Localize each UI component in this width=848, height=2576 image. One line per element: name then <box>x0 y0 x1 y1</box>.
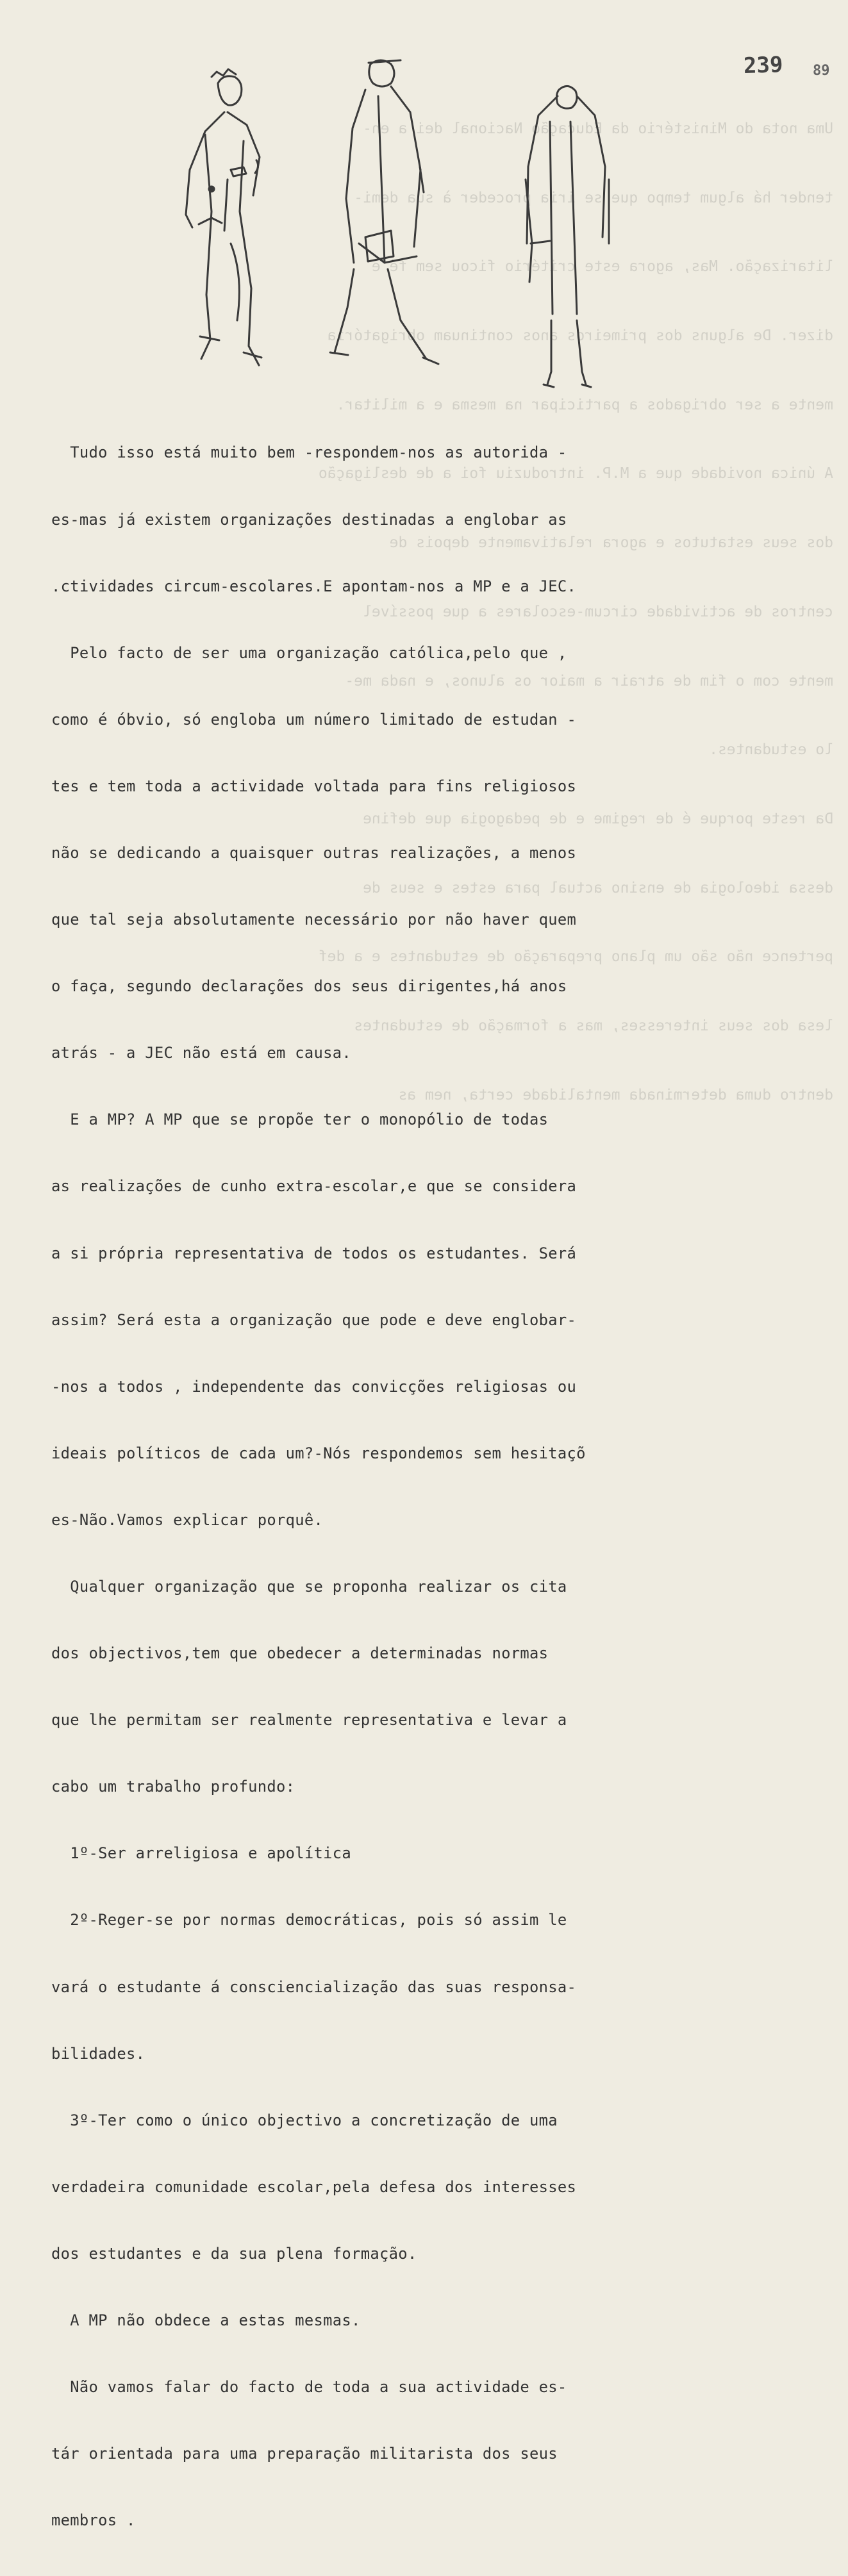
text-line: 3º-Ter como o único objectivo a concretização de uma <box>51 2111 558 2129</box>
bleed-line: litarização. Mas, agora este critério ficou sem fé e <box>371 258 833 276</box>
bleed-line: Da reste porque é de regime e de pedagogia que define <box>363 810 833 827</box>
text-line: tár orientada para uma preparação militarista dos seus <box>51 2445 558 2463</box>
text-line: a si própria representativa de todos os estudantes. Será <box>51 1244 577 1262</box>
text-line: es-mas já existem organizações destinadas a englobar as <box>51 510 567 529</box>
text-line: como é óbvio, só engloba um número limitado de estudan - <box>51 710 577 729</box>
bleed-line: centros de actividade circum-escolares a que possível <box>363 603 833 620</box>
three-students-sketch <box>167 51 692 397</box>
text-line: que tal seja absolutamente necessário por não haver quem <box>51 911 577 929</box>
right-student-figure <box>526 86 609 387</box>
text-line: ideais políticos de cada um?-Nós respondemos sem hesitaçõ <box>51 1444 586 1462</box>
page-number: 239 <box>743 51 784 79</box>
text-line: tes e tem toda a actividade voltada para fins religiosos <box>51 777 577 795</box>
bleed-line: lesa dos seus interesses, mas a formação de estudantes <box>354 1017 833 1034</box>
text-line: E a MP? A MP que se propõe ter o monopólio de todas <box>51 1110 549 1129</box>
text-line: es-Não.Vamos explicar porquê. <box>51 1510 324 1529</box>
left-student-figure <box>186 69 262 365</box>
bleed-line: dizer. De alguns dos primeiros anos continuam obrigatória <box>327 327 833 345</box>
bleed-line: A única novidade que a M.P. introduziu foi a de desligação <box>318 465 833 483</box>
text-line: vará o estudante á consciencialização das suas responsa- <box>51 1977 577 1996</box>
text-line: -nos a todos , independente das convicções religiosas ou <box>51 1377 577 1396</box>
text-line: assim? Será esta a organização que pode e deve englobar- <box>51 1310 577 1329</box>
text-line: as realizações de cunho extra-escolar,e que se considera <box>51 1177 577 1196</box>
text-line: atrás - a JEC não está em causa. <box>51 1044 352 1062</box>
text-line: Tudo isso está muito bem -respondem-nos as autorida - <box>51 443 567 462</box>
text-line: não se dedicando a quaisquer outras realizações, a menos <box>51 843 577 862</box>
text-line: membros . <box>51 2511 136 2530</box>
bleed-line: lo estudantes. <box>709 741 833 759</box>
text-line: bilidades. <box>51 2044 145 2063</box>
text-line: o faça, segundo declarações dos seus dirigentes,há anos <box>51 977 567 996</box>
text-line: A MP não obdece a estas mesmas. <box>51 2311 361 2330</box>
bleed-line: dessa ideologia de ensino actual para estes e seus de <box>363 879 833 896</box>
bleed-line: dos seus estatutos e agora relativamente depois de <box>389 534 833 552</box>
text-line: Não vamos falar do facto de toda a sua actividade es- <box>51 2378 567 2397</box>
bleed-line: tender há algum tempo que se iria proceder à sua demi- <box>354 189 833 206</box>
text-line: 1º-Ser arreligiosa e apolítica <box>51 1844 352 1863</box>
text-line: Qualquer organização que se proponha realizar os cita <box>51 1578 567 1596</box>
text-line: dos estudantes e da sua plena formação. <box>51 2244 417 2263</box>
text-line: 2º-Reger-se por normas democráticas, pois só assim le <box>51 1911 567 1929</box>
text-line: .ctividades circum-escolares.E apontam-nos a MP e a JEC. <box>51 577 577 595</box>
article-body <box>51 397 808 2576</box>
bleed-line: mente a ser obrigados a participar na mesma e a militar. <box>336 396 833 413</box>
text-line: verdadeira comunidade escolar,pela defesa dos interesses <box>51 2177 577 2196</box>
students-illustration <box>167 51 692 397</box>
bleed-line: mente com o fim de atrair a maior os alunos, e nada me- <box>345 672 833 689</box>
bleed-line: pertence não são um plano preparação de estudantes e a def <box>318 948 833 966</box>
text-line: dos objectivos,tem que obedecer a determinadas normas <box>51 1644 549 1663</box>
bleed-line: Uma nota do Ministério da Educação Nacional dei a en- <box>363 120 833 137</box>
bleed-line: dentro duma determinada mentalidade certa, nem as <box>398 1086 833 1103</box>
text-line: que lhe permitam ser realmente representativa e levar a <box>51 1711 567 1730</box>
middle-student-figure <box>330 60 438 364</box>
corner-number: 89 <box>813 63 830 79</box>
text-line: cabo um trabalho profundo: <box>51 1778 295 1796</box>
text-line: Pelo facto de ser uma organização católica,pelo que , <box>51 643 567 662</box>
